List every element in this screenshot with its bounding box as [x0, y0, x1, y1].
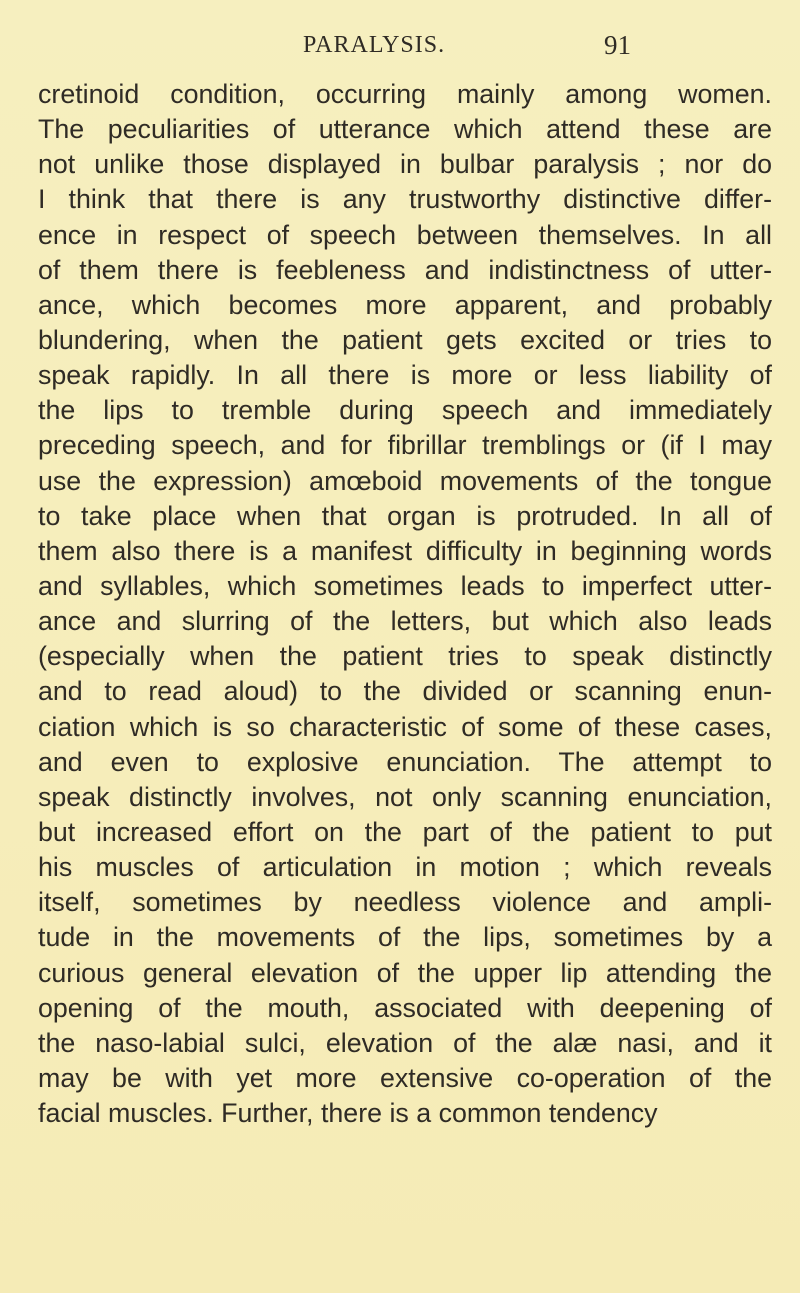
text-line: the naso-labial sulci, elevation of the alæ nasi, and it — [38, 1027, 772, 1058]
text-line: ence in respect of speech between themselves. In all — [38, 219, 772, 250]
text-line: cretinoid condition, occurring mainly among women. — [38, 79, 772, 109]
text-line: curious general elevation of the upper lip attending the — [38, 957, 772, 988]
text-line: not unlike those displayed in bulbar paralysis ; nor do — [38, 149, 772, 180]
text-line: itself, sometimes by needless violence and ampli- — [38, 887, 772, 918]
text-line: and even to explosive enunciation. The attempt to — [38, 746, 772, 777]
text-line: speak distinctly involves, not only scanning enunciation, — [38, 781, 772, 812]
running-title: PARALYSIS. — [303, 32, 446, 58]
text-line: but increased effort on the part of the patient to put — [38, 816, 772, 847]
body-text — [38, 77, 772, 1131]
text-line: and syllables, which sometimes leads to imperfect utter- — [38, 570, 772, 601]
text-line: ance and slurring of the letters, but which also leads — [38, 606, 772, 637]
text-line: use the expression) amœboid movements of the tongue — [38, 465, 772, 496]
text-line: I think that there is any trustworthy distinctive differ- — [38, 184, 772, 215]
text-line: of them there is feebleness and indistinctness of utter- — [38, 254, 772, 285]
text-line: the lips to tremble during speech and immediately — [38, 395, 772, 426]
text-line: speak rapidly. In all there is more or less liability of — [38, 360, 772, 391]
text-line: them also there is a manifest difficulty in beginning words — [38, 535, 772, 566]
text-line: may be with yet more extensive co-operation of the — [38, 1062, 772, 1093]
text-line: opening of the mouth, associated with deepening of — [38, 992, 772, 1023]
text-line: and to read aloud) to the divided or scanning enun- — [38, 676, 772, 707]
text-line: to take place when that organ is protruded. In all of — [38, 500, 772, 531]
text-line: (especially when the patient tries to speak distinctly — [38, 641, 772, 672]
text-line: The peculiarities of utterance which attend these are — [38, 114, 772, 145]
page-number: 91 — [604, 30, 631, 60]
running-head — [0, 30, 800, 66]
text-line: facial muscles. Further, there is a common tendency — [38, 1098, 658, 1129]
text-line: blundering, when the patient gets excited or tries to — [38, 324, 772, 355]
text-line: his muscles of articulation in motion ; which reveals — [38, 852, 772, 883]
text-line: ciation which is so characteristic of some of these cases, — [38, 711, 772, 742]
text-line: ance, which becomes more apparent, and probably — [38, 289, 772, 320]
text-line: tude in the movements of the lips, sometimes by a — [38, 922, 772, 953]
text-line: preceding speech, and for fibrillar tremblings or (if I may — [38, 430, 772, 461]
